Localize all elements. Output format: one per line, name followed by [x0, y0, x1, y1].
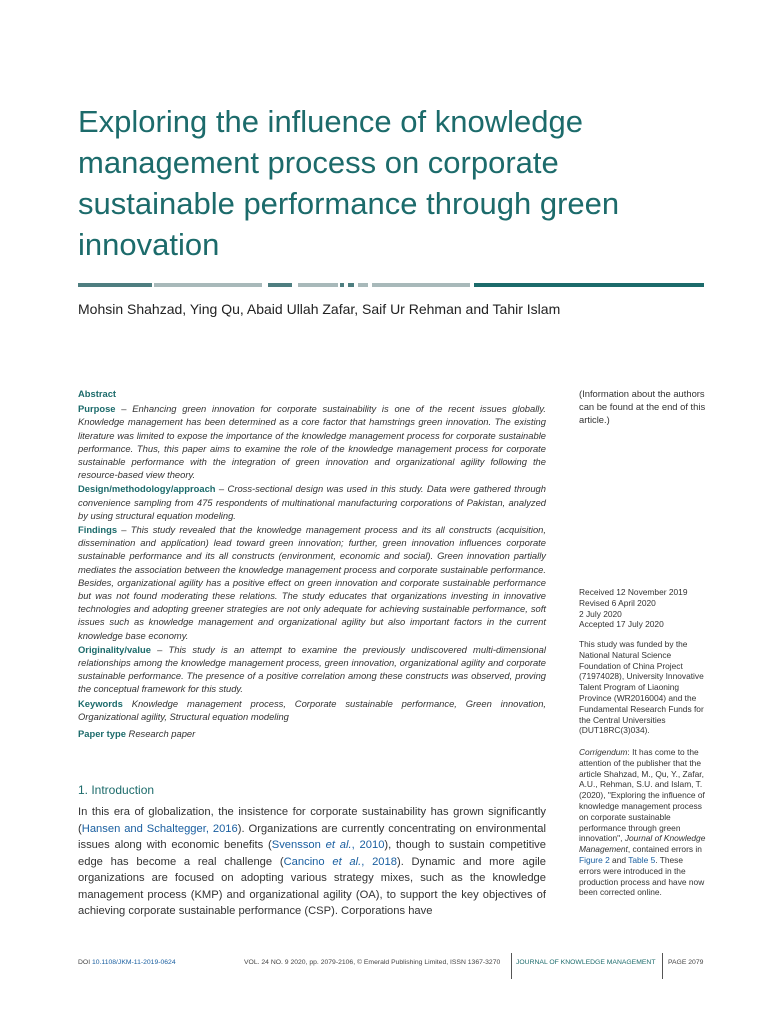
divider-segment [340, 283, 344, 287]
section-heading-introduction: 1. Introduction [78, 783, 155, 797]
findings-text: This study revealed that the knowledge management process and its all constructs (acquisition, dissemination and application) lead toward green innovation; further, green innovation influences corporate sustainable performance and its all constructs (environment, economic and social). Green innovation partially mediates the association between the knowledge management process and corporate sustainable performance. Besides, organizational agility has a positive effect on green innovation and corporate sustainable performance but was not found moderating these relations. The study educates that organizations investing in innovative technologies and adopting greener strategies are not only adequate for achieving sustainable performance, soft issues such as knowledge management and organizational agility but also important factors in the current knowledge base economy. [78, 524, 546, 641]
divider-segment [78, 283, 152, 287]
abstract-originality: Originality/value – This study is an attempt to examine the previously undiscovered multi-dimensional relationships among the knowledge management process, green innovation, organizational agility and corporate sustainable performance. The presence of a positive correlation among these constructs was observed, proving the conceptual framework for this study. [78, 643, 546, 695]
citation-link[interactable]: Hansen and Schaltegger, 2016 [81, 822, 238, 835]
author-list [78, 301, 718, 317]
abstract-keywords [78, 697, 546, 723]
footer-journal: JOURNAL OF KNOWLEDGE MANAGEMENT [516, 959, 656, 966]
abstract-purpose: Purpose – Enhancing green innovation for corporate sustainability is one of the recent issues globally. Knowledge management has been determined as a core factor that hamstrings green innovation. The existing literature was limited to expose the importance of the knowledge management process for corporate sustainable performance. Thus, this paper aims to examine the role of the knowledge management process for corporate sustainable performance with the integration of green innovation and organizational agility following the resource-based view theory. [78, 403, 546, 481]
author-last: Tahir Islam [492, 301, 561, 317]
divider-segment [474, 283, 704, 287]
citation-link[interactable]: Svensson et al., 2010 [271, 839, 385, 851]
corrigendum-note: Corrigendum: It has come to the attention of the publisher that the article Shahzad, M., Qu, Y., Zafar, A.U., Rehman, S.U. and Islam, T. (2020), "Exploring the influence of knowledge management process on corporate sustainable performance through green innovation", Journal of Knowledge Management, contained errors in Figure 2 and Table 5. These errors were introduced in the production process and have now been corrected online. [579, 747, 706, 898]
footer-separator [662, 953, 663, 979]
footer-page-number: PAGE 2079 [668, 959, 704, 966]
footer-separator [511, 953, 512, 979]
design-text: Cross-sectional design was used in this study. Data were gathered through convenience sampling from 475 respondents of multinational manufacturing corporations of Pakistan, analyzed by using structural equation modeling. [78, 483, 546, 521]
abstract [78, 387, 546, 741]
purpose-text: Enhancing green innovation for corporate sustainability is one of the recent issues globally. Knowledge management has been determined as a core factor that hamstrings green innovation. The existing literature was limited to expose the importance of the knowledge management process for corporate sustainable performance. Thus, this paper aims to examine the role of the knowledge management process for corporate sustainable performance with the integration of green innovation and organizational agility following the resource-based view theory. [78, 403, 546, 481]
intro-text: In this era of globalization, the insistence for corporate sustainability has grown significantly ( [78, 806, 546, 835]
intro-text: ), though to sustain competitive edge has become a real challenge ( [78, 839, 547, 868]
revised-date: Revised 6 April 2020 [579, 597, 656, 608]
doi-link[interactable]: 10.1108/JKM-11-2019-0624 [91, 959, 176, 966]
keywords-text: Knowledge management process, Corporate sustainable performance, Green innovation, Organizational agility, Structural equation modeling [78, 697, 547, 722]
intro-text: ). Dynamic and more agile organizations are focused on adopting various strategy mixes, such as the knowledge management process (KMP) and organizational agility (OA), to support the key objectives of achieving corporate sustainable performance (CSP). Corporations have [78, 855, 547, 917]
divider-segment [348, 283, 354, 287]
author-names: Mohsin Shahzad, Ying Qu, Abaid Ullah Zafar, Saif Ur Rehman [78, 301, 462, 317]
table-link[interactable]: Table 5 [628, 854, 656, 865]
divider-segment [372, 283, 470, 287]
title-divider [78, 283, 704, 287]
paper-type-label: Paper type [78, 728, 126, 740]
originality-label: Originality/value [78, 643, 151, 655]
divider-segment [268, 283, 292, 287]
introduction-paragraph [78, 804, 546, 920]
divider-segment [358, 283, 368, 287]
article-title: Exploring the influence of knowledge management process on corporate sustainable performance through green innovation [78, 104, 620, 262]
article-history [579, 587, 707, 630]
footer-doi: DOI 10.1108/JKM-11-2019-0624 [78, 959, 176, 966]
paper-type-text: Research paper [128, 728, 196, 740]
funding-note: This study was funded by the National Natural Science Foundation of China Project (71974028), University Innovative Talent Program of Liaoning Province (WR2016004) and the Fundamental Research Funds for the Central Universities (DUT18RC(3)034). [579, 639, 704, 736]
author-conjunction: and [465, 301, 489, 317]
citation-link[interactable]: Cancino et al., 2018 [283, 855, 397, 868]
author-info-note: (Information about the authors can be found at the end of this article.) [579, 388, 706, 425]
divider-segment [298, 283, 338, 287]
abstract-heading: Abstract [78, 388, 117, 399]
abstract-paper-type [78, 727, 546, 740]
findings-label: Findings [78, 524, 118, 536]
revised-date-2: 2 July 2020 [579, 608, 622, 619]
abstract-design: Design/methodology/approach – Cross-sectional design was used in this study. Data were gathered through convenience sampling from 475 respondents of multinational manufacturing corporations of Pakistan, analyzed by using structural equation modeling. [78, 483, 546, 521]
divider-segment [154, 283, 262, 287]
figure-link[interactable]: Figure 2 [579, 854, 610, 865]
intro-text: ). Organizations are currently concentrating on environmental issues along with economic benefits ( [78, 822, 546, 851]
purpose-label: Purpose [78, 403, 116, 415]
keywords-label: Keywords [78, 697, 123, 709]
abstract-findings: Findings – This study revealed that the knowledge management process and its all constructs (acquisition, dissemination and application) lead toward green innovation; further, green innovation influences corporate sustainable performance and its all constructs (environment, economic and social). Green innovation partially mediates the association between the knowledge management process and corporate sustainable performance. Besides, organizational agility has a positive effect on green innovation and corporate sustainable performance but was not found moderating these relations. The study educates that organizations investing in innovative technologies and adopting greener strategies are not only adequate for achieving sustainable performance, soft issues such as knowledge management and organizational agility but also important factors in the current knowledge base economy. [78, 524, 546, 641]
corrigendum-label: Corrigendum [579, 747, 628, 757]
accepted-date: Accepted 17 July 2020 [579, 619, 664, 630]
received-date: Received 12 November 2019 [579, 587, 688, 597]
page-footer [0, 953, 768, 979]
design-label: Design/methodology/approach [78, 483, 216, 495]
originality-text: This study is an attempt to examine the previously undiscovered multi-dimensional relationships among the knowledge management process, green innovation, organizational agility and corporate sustainable performance. The presence of a positive correlation among these constructs was observed, proving the conceptual framework for this study. [78, 643, 546, 695]
footer-volume: VOL. 24 NO. 9 2020, pp. 2079-2106, © Emerald Publishing Limited, ISSN 1367-3270 [244, 959, 501, 966]
